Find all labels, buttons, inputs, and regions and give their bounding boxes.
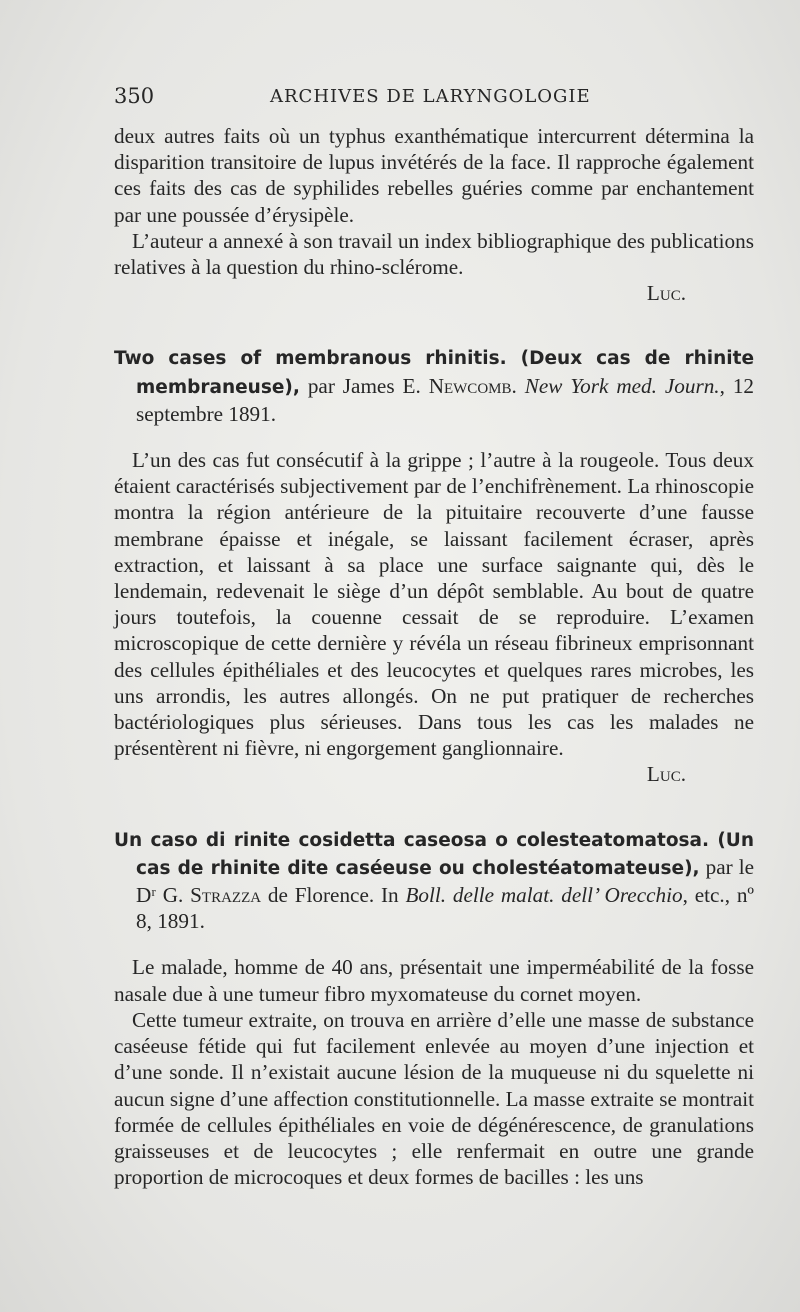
article-by: par le Dʳ G. — [136, 854, 754, 908]
article-place: de Florence. In — [261, 883, 406, 908]
article-date: , 12 septembre 1891. — [136, 373, 755, 426]
signature-luc-1: Luc. — [646, 281, 686, 306]
article-title: Two cases of membranous rhinitis. (Deux cas de rhinite membraneuse), — [114, 348, 754, 398]
article-heading-caseous-rhinitis — [114, 826, 754, 935]
article-journal: Boll. delle malat. dell’ Orecchio — [405, 883, 683, 908]
paragraph-continuation: deux autres faits où un typhus exanthématique intercurrent détermina la disparition transitoire de lupus invétérés de la face. Il rapproche également ces faits des cas de syphilides rebelles guéries comme par enchantement par une poussée d’érysipèle. — [114, 124, 754, 227]
signature-luc-2: Luc. — [646, 762, 686, 787]
paragraph-membranous-rhinitis: L’un des cas fut consécutif à la grippe ; l’autre à la rougeole. Tous deux étaient caractérisés subjectivement par de l’enchifrènement. La rhinoscopie montra la région antérieure de la pituitaire recouverte d’une fausse membrane épaisse et inégale, se laissant facilement écraser, après extraction, et laissant à sa place une surface saignante qui, dès le lendemain, redevenait le siège d’un dépôt semblable. Au bout de quatre jours toutefois, la couenne cessait de se reproduire. L’examen microscopique de cette dernière y révéla un réseau fibrineux emprisonnant des cellules épithéliales et des leucocytes et quelques rares microbes, les uns arrondis, les autres allongés. On ne put pratiquer de recherches bactériologiques plus sérieuses. Dans tous les cas les malades ne présentèrent ni fièvre, ni engorgement ganglionnaire. — [114, 448, 754, 761]
article-title: Un caso di rinite cosidetta caseosa o colesteatomatosa. (Un cas de rhinite dite caséeuse ou cholestéatomateuse), — [114, 829, 754, 879]
paragraph-bibliography: L’auteur a annexé à son travail un index bibliographique des publications relatives à la question du rhino-sclérome. — [114, 228, 754, 280]
article-heading-membranous-rhinitis — [114, 344, 754, 427]
article-sep: . — [511, 373, 525, 398]
article-date: , etc., nº 8, 1891. — [136, 883, 754, 934]
article-by: par James E. — [299, 373, 429, 398]
page-header — [114, 84, 740, 114]
page-number: 350 — [114, 84, 155, 108]
paragraph-case-patient: Le malade, homme de 40 ans, présentait une imperméabilité de la fosse nasale due à une tumeur fibro myxomateuse du cornet moyen. — [114, 955, 754, 1006]
paragraph-case-findings: Cette tumeur extraite, on trouva en arrière d’elle une masse de substance caséeuse fétide qui fut facilement enlevée au moyen d’une injection et d’une sonde. Il n’existait aucune lésion de la muqueuse ni du squelette ni aucun signe d’une affection constitutionnelle. La masse extraite se montrait formée de cellules épithéliales en voie de dégénérescence, de granulations graisseuses et de leucocytes ; elle renfermait en outre une grande proportion de microcoques et deux formes de bacilles : les uns — [114, 1007, 754, 1190]
article-journal: New York med. Journ. — [524, 373, 720, 398]
article-author: Strazza — [190, 883, 262, 908]
article-author: Newcomb — [428, 373, 512, 398]
running-title: ARCHIVES DE LARYNGOLOGIE — [270, 86, 591, 107]
page-body — [114, 123, 754, 1190]
